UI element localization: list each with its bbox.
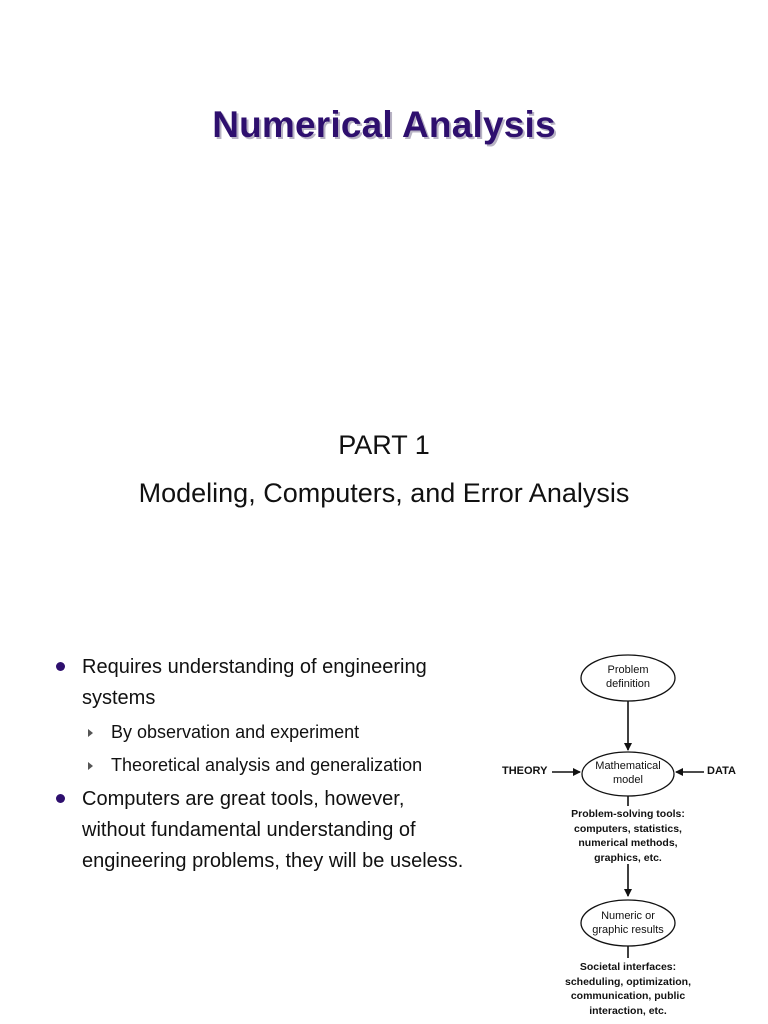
bullet-item bbox=[54, 652, 464, 714]
bullet-text: Computers are great tools, however, without fundamental understanding of engineering problems, they will be useless. bbox=[82, 788, 464, 872]
problem-definition-label: Problem definition bbox=[605, 664, 651, 690]
sub-bullet-item bbox=[54, 716, 464, 749]
sub-bullet-item bbox=[54, 749, 464, 782]
sub-bullet-text: By observation and experiment bbox=[111, 722, 360, 742]
part-heading: PART 1 bbox=[338, 430, 430, 460]
part-subtitle: Modeling, Computers, and Error Analysis bbox=[138, 478, 630, 508]
bullet-dot-icon bbox=[56, 794, 65, 803]
bullet-text: Requires understanding of engineering systems bbox=[82, 656, 427, 709]
bullet-list bbox=[54, 652, 464, 877]
societal-interfaces-label: Societal interfaces: scheduling, optimization, communication, public interaction, etc. bbox=[565, 961, 691, 1017]
theory-label: THEORY bbox=[502, 765, 548, 777]
triangle-bullet-icon bbox=[88, 729, 93, 737]
problem-solving-tools-label: Problem-solving tools: computers, statistics, numerical methods, graphics, etc. bbox=[571, 808, 685, 864]
sub-bullet-text: Theoretical analysis and generalization bbox=[111, 755, 423, 775]
data-label: DATA bbox=[707, 765, 736, 777]
numeric-results-label: Numeric or graphic results bbox=[592, 910, 664, 936]
bullet-dot-icon bbox=[56, 662, 65, 671]
mathematical-model-label: Mathematical model bbox=[595, 760, 661, 786]
slide-title: Numerical Analysis bbox=[212, 104, 556, 145]
triangle-bullet-icon bbox=[88, 762, 93, 770]
modeling-flow-diagram bbox=[500, 650, 768, 1024]
bullet-item bbox=[54, 784, 464, 877]
